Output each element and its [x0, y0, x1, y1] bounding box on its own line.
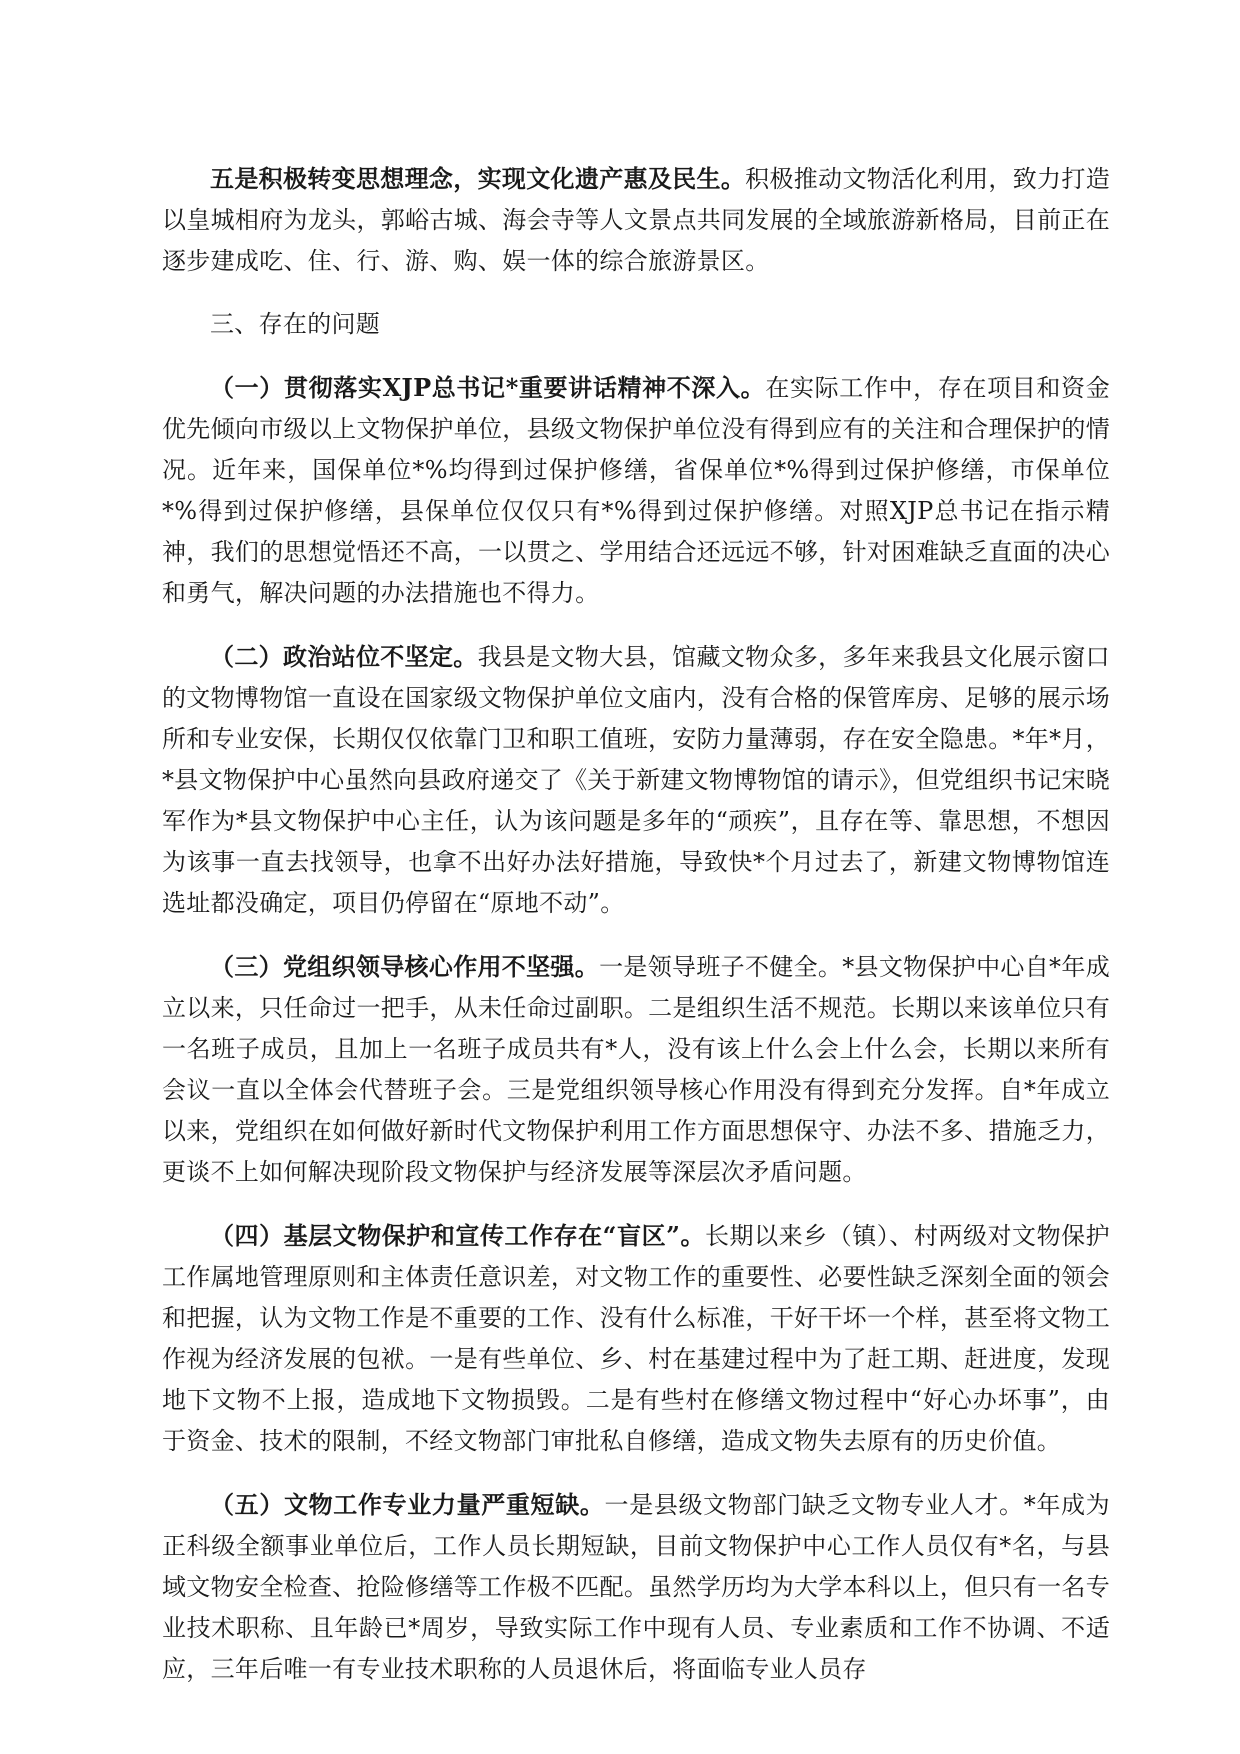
section-heading-text: 三、存在的问题 — [210, 310, 381, 338]
paragraph-lead: （四）基层文物保护和宣传工作存在“盲区”。 — [210, 1221, 705, 1250]
paragraph-lead: （一）贯彻落实XJP总书记*重要讲话精神不深入。 — [210, 373, 766, 402]
paragraph-lead: 五是积极转变思想理念，实现文化遗产惠及民生。 — [210, 164, 746, 193]
section-heading-problems — [162, 304, 1110, 345]
document-page — [162, 158, 1110, 1712]
paragraph-lead: （二）政治站位不坚定。 — [210, 642, 478, 671]
paragraph-lead: （五）文物工作专业力量严重短缺。 — [210, 1490, 605, 1519]
paragraph-problem-3 — [162, 946, 1110, 1193]
paragraph-body: 一是县级文物部门缺乏文物专业人才。*年成为正科级全额事业单位后，工作人员长期短缺，目前文物保护中心工作人员仅有*名，与县域文物安全检查、抢险修缮等工作极不匹配。虽然学历均为大学本科以上，但只有一名专业技术职称、且年龄已*周岁，导致实际工作中现有人员、专业素质和工作不协调、不适应，三年后唯一有专业技术职称的人员退休后，将面临专业人员存 — [162, 1491, 1110, 1683]
paragraph-body: 长期以来乡（镇）、村两级对文物保护工作属地管理原则和主体责任意识差，对文物工作的重要性、必要性缺乏深刻全面的领会和把握，认为文物工作是不重要的工作、没有什么标准，干好干坏一个样，甚至将文物工作视为经济发展的包袱。一是有些单位、乡、村在基建过程中为了赶工期、赶进度，发现地下文物不上报，造成地下文物损毁。二是有些村在修缮文物过程中“好心办坏事”，由于资金、技术的限制，不经文物部门审批私自修缮，造成文物失去原有的历史价值。 — [162, 1222, 1110, 1455]
paragraph-lead: （三）党组织领导核心作用不坚强。 — [210, 952, 600, 981]
paragraph-body: 积极推动文物活化利用，致力打造以皇城相府为龙头，郭峪古城、海会寺等人文景点共同发展的全域旅游新格局，目前正在逐步建成吃、住、行、游、购、娱一体的综合旅游景区。 — [162, 165, 1111, 275]
paragraph-5-culture-heritage — [162, 158, 1110, 282]
paragraph-problem-4 — [162, 1215, 1110, 1462]
paragraph-body: 我县是文物大县，馆藏文物众多，多年来我县文化展示窗口的文物博物馆一直设在国家级文物保护单位文庙内，没有合格的保管库房、足够的展示场所和专业安保，长期仅仅依靠门卫和职工值班，安防力量薄弱，存在安全隐患。*年*月，*县文物保护中心虽然向县政府递交了《关于新建文物博物馆的请示》，但党组织书记宋晓军作为*县文物保护中心主任，认为该问题是多年的“顽疾”，且存在等、靠思想，不想因为该事一直去找领导，也拿不出好办法好措施，导致快*个月过去了，新建文物博物馆连选址都没确定，项目仍停留在“原地不动”。 — [162, 643, 1110, 917]
paragraph-body: 在实际工作中，存在项目和资金优先倾向市级以上文物保护单位，县级文物保护单位没有得到应有的关注和合理保护的情况。近年来，国保单位*%均得到过保护修缮，省保单位*%得到过保护修缮，市保单位*%得到过保护修缮，县保单位仅仅只有*%得到过保护修缮。对照XJP总书记在指示精神，我们的思想觉悟还不高，一以贯之、学用结合还远远不够，针对困难缺乏直面的决心和勇气，解决问题的办法措施也不得力。 — [162, 374, 1110, 607]
paragraph-problem-2 — [162, 636, 1110, 924]
paragraph-body: 一是领导班子不健全。*县文物保护中心自*年成立以来，只任命过一把手，从未任命过副职。二是组织生活不规范。长期以来该单位只有一名班子成员，且加上一名班子成员共有*人，没有该上什么会上什么会，长期以来所有会议一直以全体会代替班子会。三是党组织领导核心作用没有得到充分发挥。自*年成立以来，党组织在如何做好新时代文物保护利用工作方面思想保守、办法不多、措施乏力，更谈不上如何解决现阶段文物保护与经济发展等深层次矛盾问题。 — [162, 953, 1110, 1186]
paragraph-problem-5 — [162, 1484, 1110, 1690]
paragraph-problem-1 — [162, 367, 1110, 614]
